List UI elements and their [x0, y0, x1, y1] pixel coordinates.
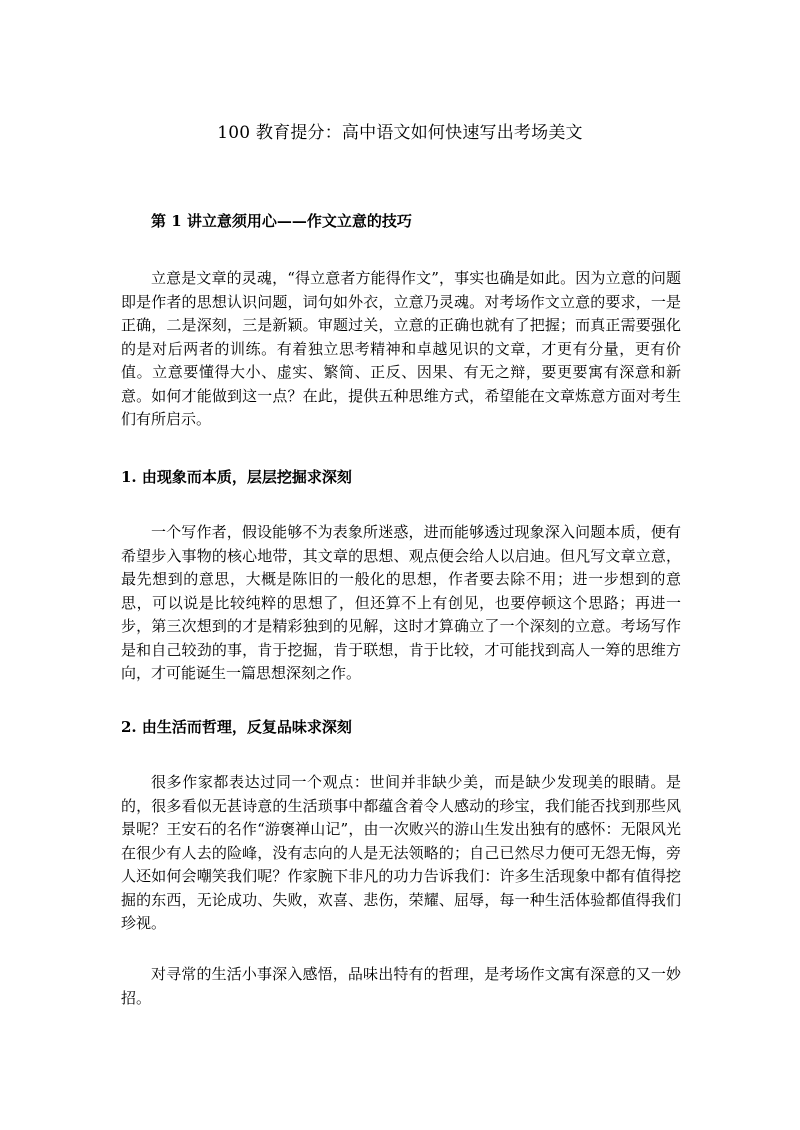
document-title: 100 教育提分：高中语文如何快速写出考场美文: [217, 123, 583, 143]
section-2-paragraph-2: 对寻常的生活小事深入感悟，品味出特有的哲理，是考场作文寓有深意的又一妙招。: [121, 965, 681, 1007]
section-heading-1: 1. 由现象而本质，层层挖掘求深刻: [121, 468, 352, 486]
lecture-heading: 第 1 讲立意须用心——作文立意的技巧: [151, 212, 412, 230]
section-1-paragraph: 一个写作者，假设能够不为表象所迷惑，进而能够透过现象深入问题本质，便有希望步入事物的核心地带，其文章的思想、观点便会给人以启迪。但凡写文章立意，最先想到的意思，大概是陈旧的一般化的思想，作者要去除不用；进一步想到的意思，可以说是比较纯粹的思想了，但还算不上有创见，也要停顿这个思路；再进一步，第三次想到的才是精彩独到的见解，这时才算确立了一个深刻的立意。考场写作是和自己较劲的事，肯于挖掘，肯于联想，肯于比较，才可能找到高人一筹的思维方向，才可能诞生一篇思想深刻之作。: [121, 523, 681, 682]
intro-paragraph: 立意是文章的灵魂，“得立意者方能得作文”，事实也确是如此。因为立意的问题即是作者的思想认识问题，词句如外衣，立意乃灵魂。对考场作文立意的要求，一是正确，二是深刻，三是新颖。审题过关，立意的正确也就有了把握；而真正需要强化的是对后两者的训练。有着独立思考精神和卓越见识的文章，才更有分量，更有价值。立意要懂得大小、虚实、繁简、正反、因果、有无之辩，要更要寓有深意和新意。如何才能做到这一点？在此，提供五种思维方式，希望能在文章炼意方面对考生们有所启示。: [121, 269, 681, 428]
section-heading-2: 2. 由生活而哲理，反复品味求深刻: [121, 718, 352, 736]
section-2-paragraph-1: 很多作家都表达过同一个观点：世间并非缺少美，而是缺少发现美的眼睛。是的，很多看似无甚诗意的生活琐事中都蕴含着令人感动的珍宝，我们能否找到那些风景呢？王安石的名作“游褒禅山记”，由一次败兴的游山生发出独有的感怀：无限风光在很少有人去的险峰，没有志向的人是无法领略的；自己已然尽力便可无怨无悔，旁人还如何会嘲笑我们呢？作家腕下非凡的功力告诉我们：许多生活现象中都有值得挖掘的东西，无论成功、失败，欢喜、悲伤，荣耀、屈辱，每一种生活体验都值得我们珍视。: [121, 773, 681, 932]
